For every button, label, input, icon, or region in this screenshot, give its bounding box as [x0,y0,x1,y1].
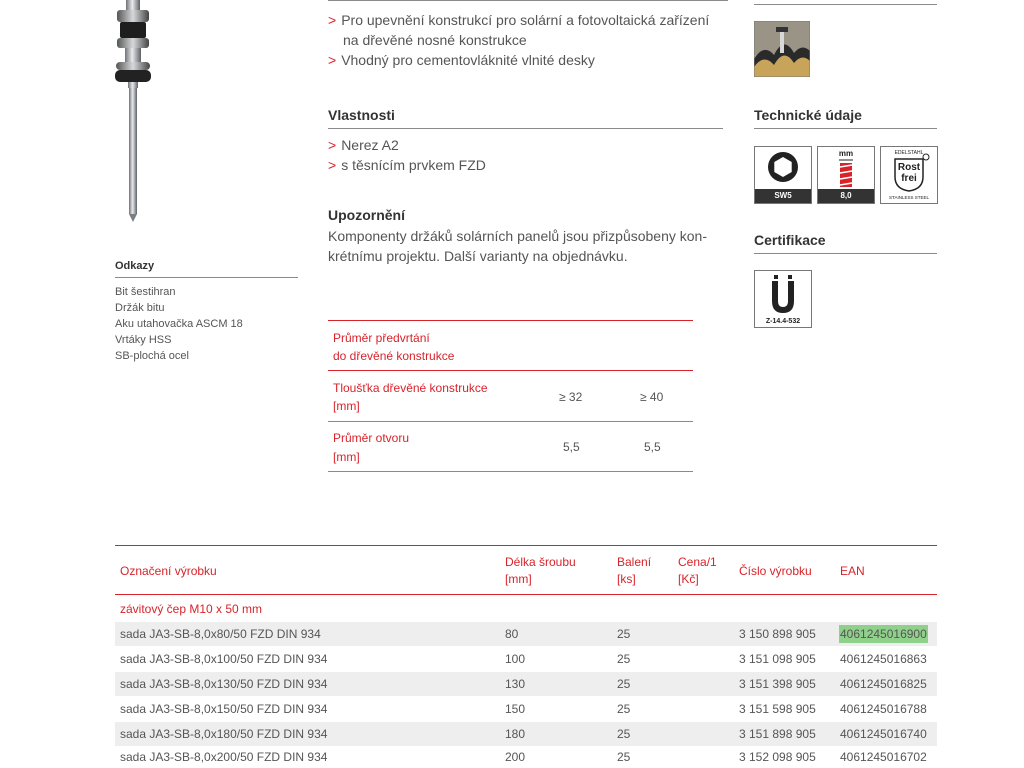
product-article: 3 151 398 905 [739,677,816,691]
product-pack: 25 [617,627,631,641]
product-article: 3 151 598 905 [739,702,816,716]
certification-title: Certifikace [754,232,826,248]
spec-header-line-1: Průměr předvrtání [333,331,430,345]
product-name: sada JA3-SB-8,0x200/50 FZD DIN 934 [120,750,328,764]
approval-code: Z-14.4-532 [765,318,801,325]
table-row[interactable] [115,672,937,696]
right-top-rule [754,4,937,5]
properties-title: Vlastnosti [328,107,395,123]
thread-diameter-icon [817,146,875,204]
note-title: Upozornění [328,207,405,223]
note-line-2: krétnímu projektu. Další varianty na objednávku. [328,248,628,264]
product-pack: 25 [617,702,631,716]
product-length: 150 [505,702,526,716]
product-screw-image [108,0,158,225]
technical-rule [754,128,937,129]
thread-unit-label: mm [838,149,854,158]
property-item: > Nerez A2 [328,137,399,153]
link-item[interactable]: Aku utahovačka ASCM 18 [115,318,243,330]
product-table-top-rule [115,545,937,546]
hex-drive-icon [754,146,812,204]
spec-cell: ≥ 32 [559,390,583,404]
spec-row-rule [328,421,693,422]
product-pack: 25 [617,677,631,691]
links-rule [115,277,298,278]
spec-header-line-2: do dřevěné konstrukce [333,349,455,363]
table-row[interactable] [115,622,937,646]
table-row[interactable] [115,647,937,671]
col-header-price: Cena/1 [Kč] [678,555,717,586]
spec-cell: 5,5 [563,440,580,454]
table-row[interactable] [115,745,937,768]
note-line-1: Komponenty držáků solárních panelů jsou přizpůsobeny kon- [328,228,708,244]
product-name: sada JA3-SB-8,0x80/50 FZD DIN 934 [120,627,321,641]
col-header-article: Číslo výrobku [739,564,812,578]
col-header-pack: Balení [ks] [617,555,652,586]
spec-cell: ≥ 40 [640,390,664,404]
stainless-top-label: EDELSTAHL [894,150,924,156]
stainless-steel-icon [880,146,938,204]
col-header-length: Délka šroubu [mm] [505,555,576,586]
spec-header-rule [328,370,693,371]
thread-diameter-label: 8,0 [818,189,874,203]
link-item[interactable]: Bit šestihran [115,286,176,298]
stainless-rost-label: Rost [897,162,921,173]
product-ean: 4061245016863 [840,652,927,666]
product-article: 3 152 098 905 [739,750,816,764]
product-length: 100 [505,652,526,666]
product-name: sada JA3-SB-8,0x100/50 FZD DIN 934 [120,652,328,666]
link-item[interactable]: SB-plochá ocel [115,350,189,362]
stainless-bottom-label: STAINLESS STEEL [889,195,929,200]
product-name: sada JA3-SB-8,0x130/50 FZD DIN 934 [120,677,328,691]
properties-rule [328,128,723,129]
spec-row-label: Průměr otvoru [333,431,410,445]
product-table-header-rule [115,594,937,595]
intro-bullet-1: > Pro upevnění konstrukcí pro solární a fotovoltaická zařízení [328,12,710,28]
product-name: sada JA3-SB-8,0x150/50 FZD DIN 934 [120,702,328,716]
product-pack: 25 [617,652,631,666]
approval-mark-icon [754,270,812,328]
top-rule [328,0,728,1]
link-item[interactable]: Vrtáky HSS [115,334,172,346]
spec-table-top-rule [328,320,693,321]
col-header-ean: EAN [840,564,865,578]
product-ean: 4061245016702 [840,750,927,764]
stainless-frei-label: frei [901,173,917,184]
product-pack: 25 [617,750,631,764]
product-length: 180 [505,727,526,741]
product-article: 3 150 898 905 [739,627,816,641]
spec-row-unit: [mm] [333,450,360,464]
hex-drive-label: SW5 [755,189,811,203]
intro-bullet-2: > Vhodný pro cementovláknité vlnité desky [328,52,595,68]
product-ean: 4061245016788 [840,702,927,716]
product-ean-highlighted[interactable]: 4061245016900 [840,627,927,641]
spec-cell: 5,5 [644,440,661,454]
application-photo [754,21,810,77]
certification-rule [754,253,937,254]
spec-row-unit: [mm] [333,399,360,413]
link-item[interactable]: Držák bitu [115,302,165,314]
product-pack: 25 [617,727,631,741]
col-header-name: Označení výrobku [120,564,217,578]
product-name: sada JA3-SB-8,0x180/50 FZD DIN 934 [120,727,328,741]
intro-bullet-1-cont: na dřevěné nosné konstrukce [343,32,527,48]
property-item: > s těsnícím prvkem FZD [328,157,486,173]
spec-table-bottom-rule [328,471,693,472]
product-length: 130 [505,677,526,691]
product-length: 80 [505,627,519,641]
product-article: 3 151 098 905 [739,652,816,666]
product-ean: 4061245016825 [840,677,927,691]
table-row[interactable] [115,697,937,721]
product-length: 200 [505,750,526,764]
links-title: Odkazy [115,260,155,272]
product-group-title: závitový čep M10 x 50 mm [120,602,263,616]
product-article: 3 151 898 905 [739,727,816,741]
spec-row-label: Tloušťka dřevěné konstrukce [333,381,488,395]
product-ean: 4061245016740 [840,727,927,741]
technical-title: Technické údaje [754,107,862,123]
table-row[interactable] [115,722,937,746]
